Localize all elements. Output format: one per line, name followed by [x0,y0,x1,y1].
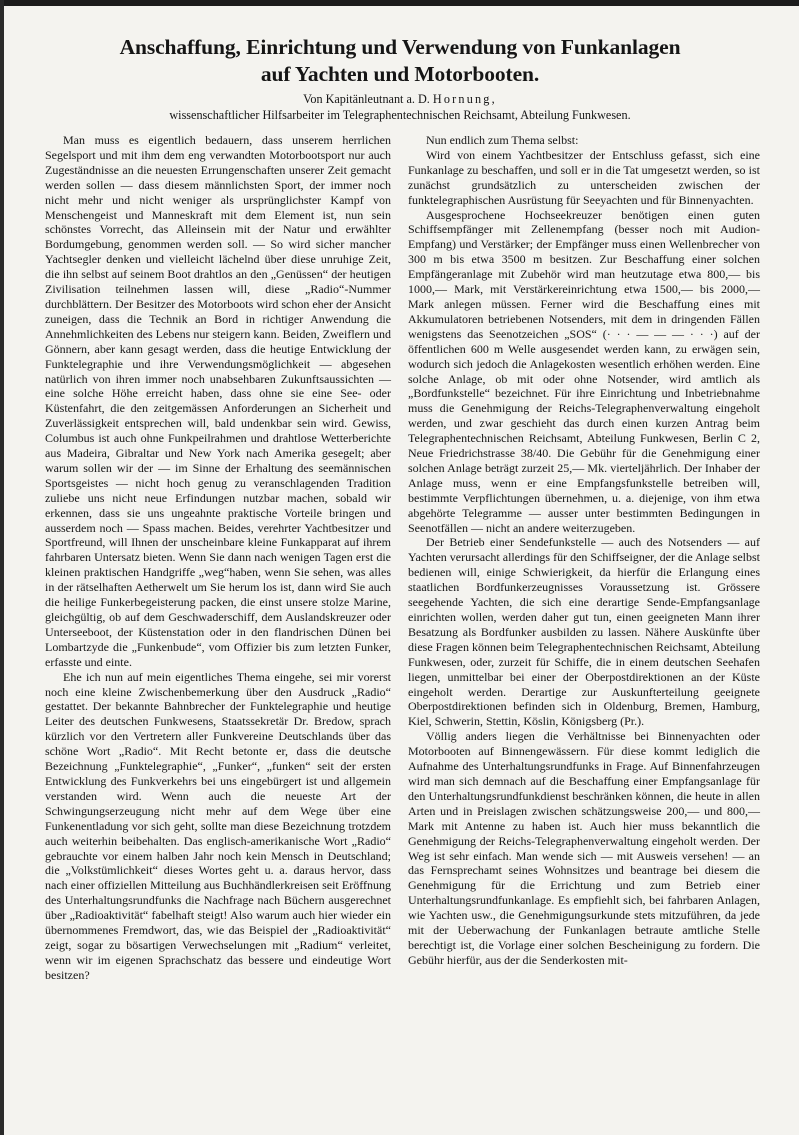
paragraph: Ausgesprochene Hochseekreuzer benötigen einen guten Schiffsempfänger mit Zellenempfang (besser noch mit Audion-Empfang) und Verstärker; der Empfänger muss einen Wellenbrecher von 300 m bis etwa 3500 m besitzen. Zur Beschaffung einer solchen Empfängeranlage mit Zubehör wird man heutzutage etwa 800,— bis 1000,— Mark, mit Verstärkereinrichtung etwa 1500,— bis 2000,— Mark anlegen müssen. Ferner wird die Beschaffung eines mit Akkumulatoren betriebenen Notsenders, mit dem in dringenden Fällen wenigstens das Seenotzeichen „SOS“ (· · · — — — · · ·) auf der öffentlichen 600 m Welle ausgesendet werden kann, zu erwägen sein, wodurch sich jedoch die Anlagekosten wesentlich erhöhen werden. Eine solche Anlage, ob mit oder ohne Notsender, wird amtlich als „Bordfunkstelle“ bezeichnet. Für ihre Einrichtung und Inbetriebnahme muss die Genehmigung der Reichs-Telegraphenverwaltung eingeholt werden, und zwar geschieht das durch einen kurzen Antrag beim Telegraphentechnischen Reichsamt, Abteilung Funkwesen, Berlin C 2, Neue Friedrichstrasse 38/40. Die Gebühr für die Genehmigung einer solchen Anlage beträgt zurzeit 25,— Mk. vierteljährlich. Der Inhaber der Anlage muss, wenn er eine Empfangsfunkstelle betreiben will, bestimmte Verpflichtungen übernehmen, u. a. diejenige, von ihm etwa abgehörte Telegramme — ausser unter bestimmten Bedingungen in Seenotfällen — nicht an andere weiterzugeben. [408,207,760,535]
article-author [40,91,760,107]
left-column [45,133,391,983]
article-header [40,34,760,123]
right-column [408,133,760,968]
paragraph: Man muss es eigentlich bedauern, dass unserem herrlichen Segelsport und mit ihm dem eng verwandten Motorbootsport nur auch Zugeständnisse an die neuesten Errungenschaften unserer Zeit gemacht werden sollen — dass diesem männlichsten Sport, der immer noch nicht mehr und nicht weniger als ursprünglichster Kampf von Menschengeist und Manneskraft mit dem Element ist, nun sein schönstes Vorrecht, das Alleinsein mit der Natur und erwählter Bordumgebung, genommen werden soll. — So wird sicher mancher Yachtsegler denken und vielleicht lächelnd über diese unruhige Zeit, die ihn selbst auf seinem Boot drahtlos an den „Genüssen“ der heutigen Zivilisation teilnehmen lassen will, diese „Radio“-Nummer durchblättern. Der Besitzer des Motorboots wird schon eher der Ansicht zuneigen, dass die Technik an Bord in richtiger Anwendung die Annehmlichkeiten des Lebens nur steigern kann. Beiden, Zweiflern und Gönnern, aber kann gesagt werden, dass die heutige Entwicklung der Funktelegraphie und ihre Verwendungsmöglichkeit — abgesehen natürlich von ihren immer noch unabsehbaren Zukunftsaussichten — eine solche Höhe erreicht haben, dass ohne sie eine See- oder Küstenfahrt, die den zeitgemässen Anforderungen an Sicherheit und Zuverlässigkeit entsprechen will, bald undenkbar sein wird. Gewiss, Columbus ist auch ohne Funkpeilrahmen und drahtlose Wetterberichte aus Madeira, Gibraltar und New York nach Amerika gesegelt; aber warum sollen wir der — im Sinne der Erhaltung des seemännischen Sportsgeistes — nicht hoch genug zu veranschlagenden Tradition zuliebe uns nicht neue Erfindungen nutzbar machen, sobald wir erkennen, dass sie uns ungeahnte praktische Vorteile bringen und ausserdem noch — Spass machen. Beides, verehrter Yachtbesitzer und Sportfreund, will Ihnen der unscheinbare kleine Funkapparat auf ihrem fahrbaren Untersatz bieten. Wenn Sie dann nach wenigen Tagen erst die kleinen praktischen Handgriffe „weg“haben, wenn Sie sehen, was alles in der rätselhaften Aetherwelt um Sie herum los ist, dann wird Sie auch die heilige Funkerbegeisterung packen, die einst unsere stolze Marine, gleichgültig, ob auf dem Geschwaderschiff, dem Auslandskreuzer oder Unterseeboot, der Küstenstation oder in den flandrischen Dünen bei Lombartzyde die „Funkenbude“, vom Offizier bis zum letzten Funker, erfasste und einte. [45,133,391,669]
author-affiliation: wissenschaftlicher Hilfsarbeiter im Telegraphentechnischen Reichsamt, Abteilung Funkwesen. [169,108,631,122]
paragraph: Der Betrieb einer Sendefunkstelle — auch des Notsenders — auf Yachten verursacht allerdings für den Schiffseigner, der die Anlage selbst bedienen will, einige Schwierigkeit, da hierfür die Erlangung eines staatlichen Bordfunkerzeugnisses Voraussetzung ist. Grössere seegehende Yachten, die sich eine derartige Sende-Empfangsanlage einrichten wollen, werden daher gut tun, einen geeigneten Mann ihrer Besatzung als Bordfunker ausbilden zu lassen. Nähere Auskünfte über diese Fragen können beim Telegraphentechnischen Reichsamt, Abteilung Funkwesen, oder, zurzeit für Schiffe, die in einem deutschen Seehafen liegen, unmittelbar bei einer der Oberpostdirektionen an der Küste eingeholt werden. Derartige zur Auskunfterteilung geeignete Oberpostdirektionen befinden sich in Oldenburg, Bremen, Hamburg, Kiel, Schwerin, Stettin, Köslin, Königsberg (Pr.). [408,535,760,729]
article-title-line-2: auf Yachten und Motorbooten. [260,62,540,86]
article-title-line-1: Anschaffung, Einrichtung und Verwendung von Funkanlagen [119,35,681,59]
paragraph: Wird von einem Yachtbesitzer der Entschluss gefasst, sich eine Funkanlage zu beschaffen, und soll er in die Tat umgesetzt werden, so ist zunächst grundsätzlich zu unterscheiden zwischen der funktelegraphischen Ausrüstung für Seeyachten und für Binnenyachten. [408,147,760,207]
author-prefix: Von Kapitänleutnant a. D. [303,92,430,106]
paragraph: Völlig anders liegen die Verhältnisse bei Binnenyachten oder Motorbooten auf Binnengewässern. Für diese kommt lediglich die Aufnahme des Unterhaltungsrundfunks in Frage. Auf Binnenfahrzeugen wird man sich demnach auf die Beschaffung einer Empfangsanlage für den Unterhaltungsrundfunkdienst beschränken können, die heute in allen Arten und in Preislagen zwischen schätzungsweise 200,— und 800,— Mark mit Antenne zu haben ist. Auch hier muss bekanntlich die Genehmigung der Reichs-Telegraphenverwaltung eingeholt werden. Der Weg ist sehr einfach. Man wende sich — mit Ausweis versehen! — an das Fernsprechamt seines Wohnsitzes und beantrage bei diesem die Genehmigung für die Errichtung und zum Betrieb einer Unterhaltungsrundfunkanlage. Es empfiehlt sich, bei fahrbaren Anlagen, wie Yachten usw., die Genehmigungsurkunde stets mitzuführen, da jede mit der Ueberwachung der Funkanlagen betraute amtliche Stelle berechtigt ist, die Vorlage einer solchen Bescheinigung zu fordern. Die Gebühr hierfür, aus der die Senderkosten mit- [408,729,760,967]
article-title [40,34,760,88]
author-name: Hornung, [432,92,497,106]
paragraph: Ehe ich nun auf mein eigentliches Thema eingehe, sei mir vorerst noch eine kleine Zwischenbemerkung über den Ausdruck „Radio“ gestattet. Der bekannte Bahnbrecher der Funktelegraphie und heutige Leiter des deutschen Funkwesens, Staatssekretär Dr. Bredow, sprach kürzlich vor den Vertretern aller Funkvereine Deutschlands über das schöne Wort „Radio“. Mit Recht betonte er, dass die deutsche Bezeichnung „Funktelegraphie“, „Funker“, „funken“ seit der ersten Entwicklung des Funkverkehrs bei uns eingebürgert ist und allgemein verstanden wird. Wenn auch die neueste Art der Schwingungserzeugung nicht mehr auf dem Wege über eine Funkenentladung vor sich geht, sollte man diese Bezeichnung trotzdem auch weiterhin beibehalten. Das englisch-amerikanische Wort „Radio“ gebrauchte vor einem halben Jahr noch kein Mensch in Deutschland; die „Volkstümlichkeit“ dieses Wortes geht u. a. daraus hervor, dass nach einer offiziellen Mitteilung aus Buchhändlerkreisen seit Eröffnung des Unterhaltungsrundfunks die Nachfrage nach Büchern ausgerechnet über „Radioaktivität“ fabelhaft steigt! Also warum auch hier wieder ein übernommenes Fremdwort, das, wie das Beispiel der „Radioaktivität“ zeigt, sogar zu bösartigen Verwechselungen mit „Radium“ verleitet, wenn wir im eigenen Sprachschatz das bessere und eindeutige Wort besitzen? [45,669,391,982]
scan-left-edge [0,0,4,1135]
scan-top-edge [0,0,799,6]
paragraph: Nun endlich zum Thema selbst: [426,133,579,147]
